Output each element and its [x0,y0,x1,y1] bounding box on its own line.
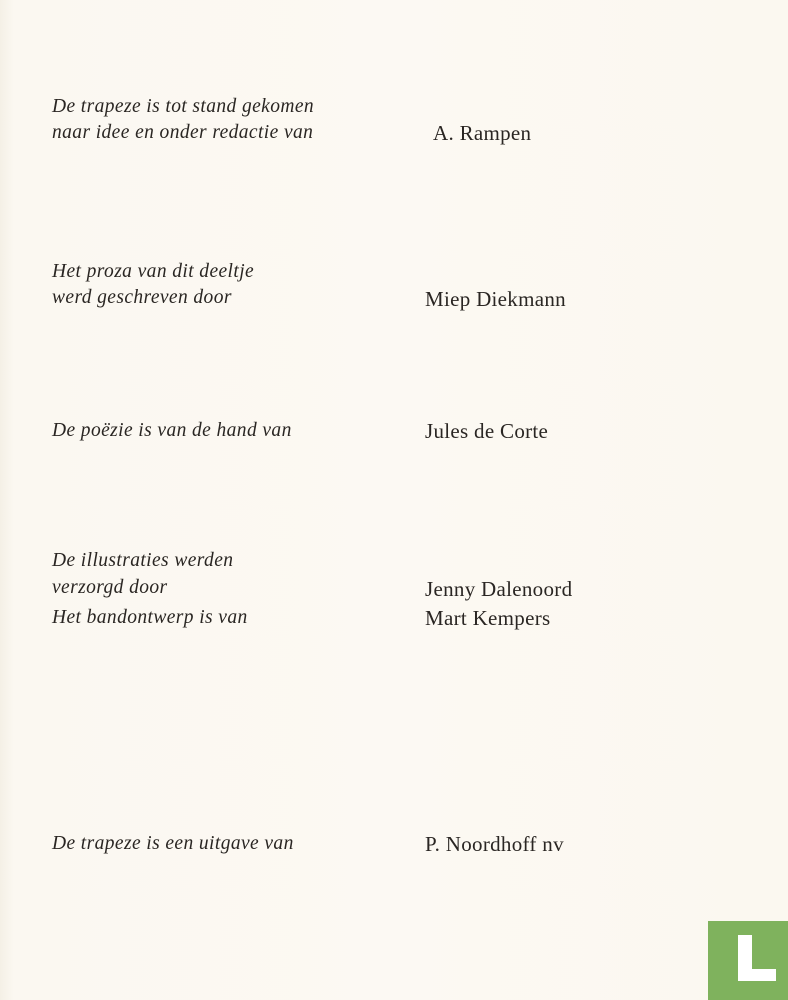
illustrations-label-line2: verzorgd door [52,577,168,598]
illustrations-label-line1: De illustraties werden [52,550,234,571]
editor-label-line2: naar idee en onder redactie van [52,122,314,143]
letter-l-logo-icon [708,921,788,1000]
editor-name: A. Rampen [433,121,532,145]
publisher-label: De trapeze is een uitgave van [52,833,294,854]
prose-label-line1: Het proza van dit deeltje [52,261,255,282]
logo-l-foot [738,969,776,981]
editor-label-line1: De trapeze is tot stand gekomen [52,96,315,117]
poetry-label: De poëzie is van de hand van [52,420,292,441]
prose-author-name: Miep Diekmann [425,287,566,311]
poetry-author-name: Jules de Corte [425,419,549,443]
prose-label-line2: werd geschreven door [52,287,232,308]
cover-design-label: Het bandontwerp is van [52,607,248,628]
publisher-name: P. Noordhoff nv [425,832,564,856]
cover-designer-name: Mart Kempers [425,606,551,630]
illustrator-name: Jenny Dalenoord [425,577,573,601]
